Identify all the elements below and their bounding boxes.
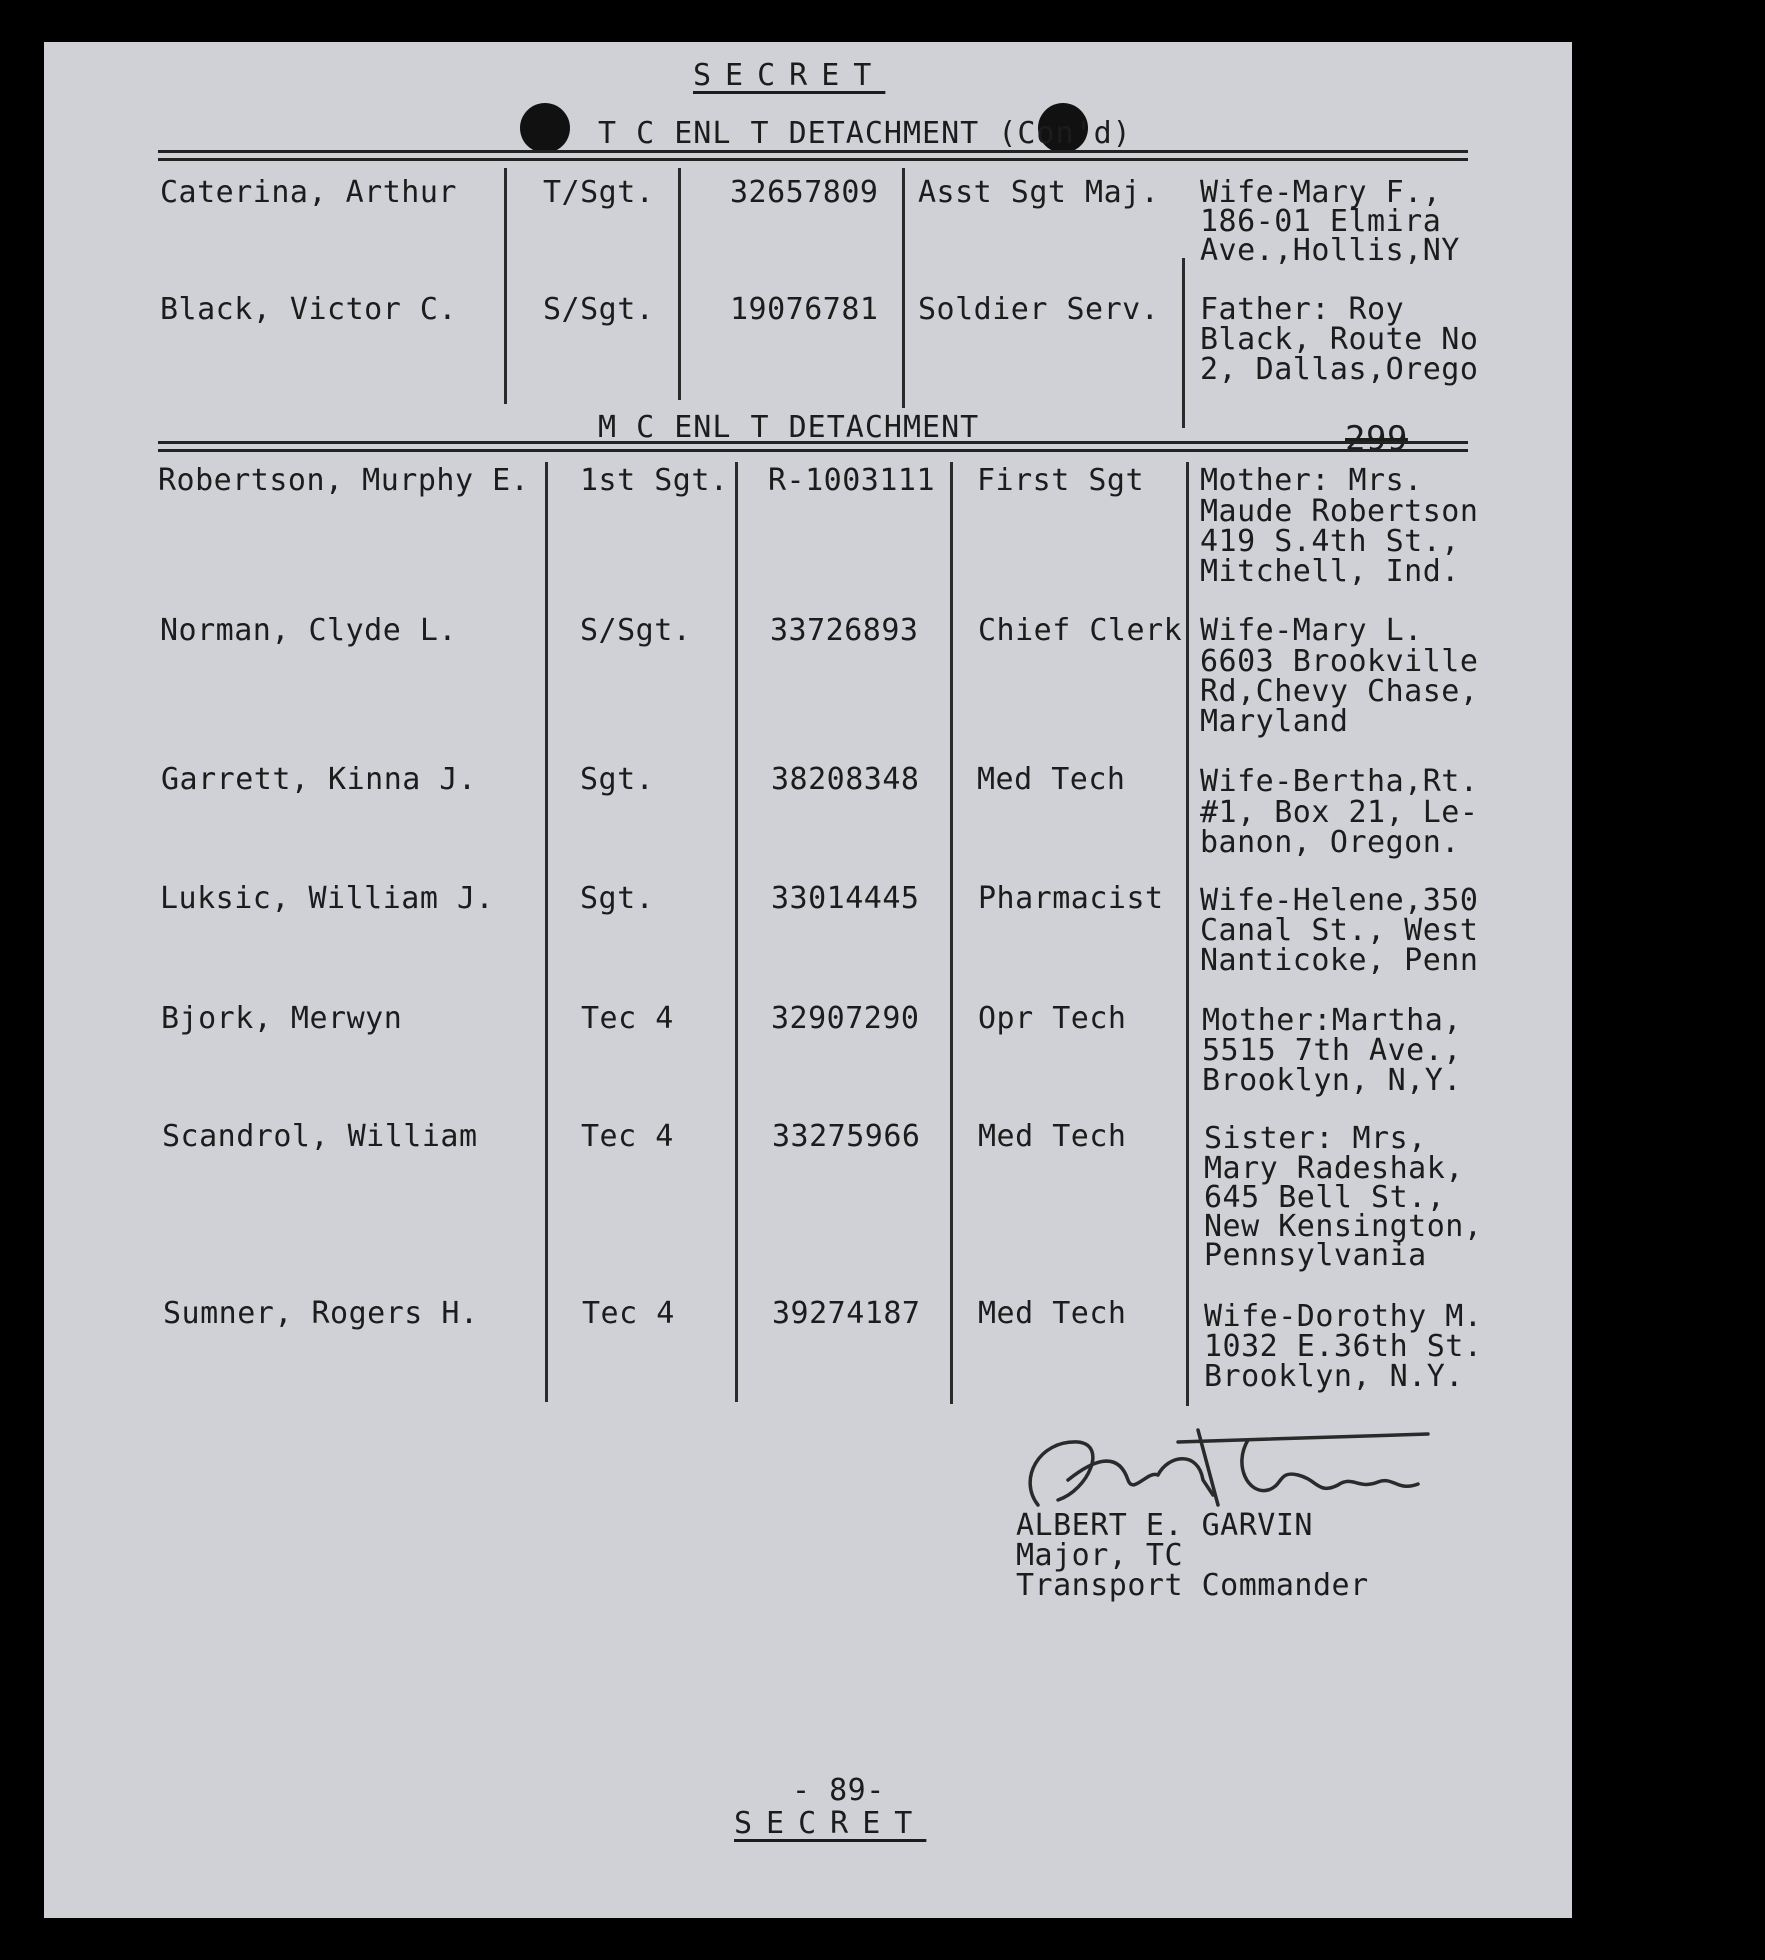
kin-line: Brooklyn, N.Y.: [1204, 1359, 1464, 1394]
s2-col-line-2: [735, 462, 738, 1402]
serial-cell: 32907290: [771, 1001, 920, 1036]
duty-cell: Opr Tech: [978, 1001, 1127, 1036]
kin-line: Black, Route No: [1200, 322, 1479, 357]
s2-col-line-1: [545, 462, 548, 1402]
punch-hole-left: [520, 103, 570, 153]
s1-col-line-1: [504, 168, 507, 404]
duty-cell: First Sgt: [977, 463, 1145, 498]
section2-rule: [158, 441, 1468, 452]
duty-cell: Med Tech: [978, 1119, 1127, 1154]
kin-line: Maryland: [1200, 704, 1349, 739]
section2-title: M C ENL T DETACHMENT: [598, 410, 980, 445]
serial-cell: 19076781: [730, 292, 879, 327]
rank-cell: Sgt.: [580, 881, 655, 916]
classification-top: SECRET: [693, 58, 886, 93]
s2-col-line-3: [950, 462, 953, 1404]
rank-cell: S/Sgt.: [580, 613, 692, 648]
serial-cell: 33275966: [772, 1119, 921, 1154]
kin-line: Rd,Chevy Chase,: [1200, 674, 1479, 709]
kin-line: Mother: Mrs.: [1200, 463, 1423, 498]
handwritten-signature: [998, 1420, 1448, 1520]
kin-line: Ave.,Hollis,NY: [1200, 233, 1460, 268]
kin-line: #1, Box 21, Le-: [1200, 795, 1479, 830]
kin-line: 419 S.4th St.,: [1200, 524, 1460, 559]
kin-line: banon, Oregon.: [1200, 825, 1460, 860]
s1-col-line-3: [902, 168, 905, 408]
kin-line: 5515 7th Ave.,: [1202, 1033, 1462, 1068]
duty-cell: Chief Clerk: [978, 613, 1183, 648]
kin-line: 6603 Brookville: [1200, 644, 1479, 679]
rank-cell: S/Sgt.: [543, 292, 655, 327]
duty-cell: Pharmacist: [978, 881, 1164, 916]
serial-cell: 33726893: [770, 613, 919, 648]
signatory-title: Transport Commander: [1016, 1568, 1369, 1603]
kin-line: Canal St., West: [1200, 913, 1479, 948]
serial-cell: R-1003111: [768, 463, 936, 498]
kin-line: 2, Dallas,Orego: [1200, 352, 1479, 387]
name-cell: Black, Victor C.: [160, 292, 457, 327]
kin-line: Wife-Mary F.,: [1200, 175, 1442, 210]
name-cell: Garrett, Kinna J.: [161, 762, 477, 797]
section1-title: T C ENL T DETACHMENT (Con'd): [598, 116, 1132, 151]
rank-cell: Tec 4: [581, 1119, 674, 1154]
kin-line: Mitchell, Ind.: [1200, 554, 1460, 589]
kin-line: Mother:Martha,: [1202, 1003, 1462, 1038]
kin-line: Nanticoke, Penn: [1200, 943, 1479, 978]
duty-cell: Soldier Serv.: [918, 292, 1160, 327]
kin-line: Mary Radeshak,: [1204, 1151, 1464, 1186]
serial-cell: 38208348: [771, 762, 920, 797]
name-cell: Caterina, Arthur: [160, 175, 457, 210]
kin-line: 645 Bell St.,: [1204, 1180, 1446, 1215]
classification-bottom: SECRET: [734, 1806, 927, 1841]
rank-cell: Tec 4: [581, 1001, 674, 1036]
s2-col-line-4: [1186, 462, 1189, 1406]
rank-cell: Sgt.: [580, 762, 655, 797]
rank-cell: Tec 4: [582, 1296, 675, 1331]
duty-cell: Med Tech: [977, 762, 1126, 797]
kin-line: Wife-Helene,350: [1200, 883, 1479, 918]
s1-col-line-4: [1182, 258, 1185, 428]
page-stamp: 299: [1345, 419, 1408, 459]
duty-cell: Asst Sgt Maj.: [918, 175, 1160, 210]
page-number: - 89-: [792, 1773, 885, 1808]
name-cell: Bjork, Merwyn: [161, 1001, 403, 1036]
section1-rule: [158, 150, 1468, 161]
kin-line: Father: Roy: [1200, 292, 1405, 327]
serial-cell: 39274187: [772, 1296, 921, 1331]
serial-cell: 33014445: [771, 881, 920, 916]
rank-cell: 1st Sgt.: [580, 463, 729, 498]
name-cell: Norman, Clyde L.: [160, 613, 457, 648]
signatory-name: ALBERT E. GARVIN: [1016, 1508, 1313, 1543]
kin-line: New Kensington,: [1204, 1209, 1483, 1244]
kin-line: Pennsylvania: [1204, 1238, 1427, 1273]
kin-line: Brooklyn, N,Y.: [1202, 1063, 1462, 1098]
kin-line: Maude Robertson: [1200, 494, 1479, 529]
kin-line: Sister: Mrs,: [1204, 1121, 1427, 1156]
name-cell: Luksic, William J.: [160, 881, 495, 916]
kin-line: Wife-Bertha,Rt.: [1200, 764, 1479, 799]
duty-cell: Med Tech: [978, 1296, 1127, 1331]
kin-line: Wife-Mary L.: [1200, 613, 1423, 648]
signatory-rank: Major, TC: [1016, 1538, 1184, 1573]
serial-cell: 32657809: [730, 175, 879, 210]
kin-line: Wife-Dorothy M.: [1204, 1299, 1483, 1334]
name-cell: Robertson, Murphy E.: [158, 463, 530, 498]
rank-cell: T/Sgt.: [543, 175, 655, 210]
s1-col-line-2: [678, 168, 681, 400]
name-cell: Scandrol, William: [162, 1119, 478, 1154]
name-cell: Sumner, Rogers H.: [163, 1296, 479, 1331]
kin-line: 1032 E.36th St.: [1204, 1329, 1483, 1364]
kin-line: 186-01 Elmira: [1200, 204, 1442, 239]
